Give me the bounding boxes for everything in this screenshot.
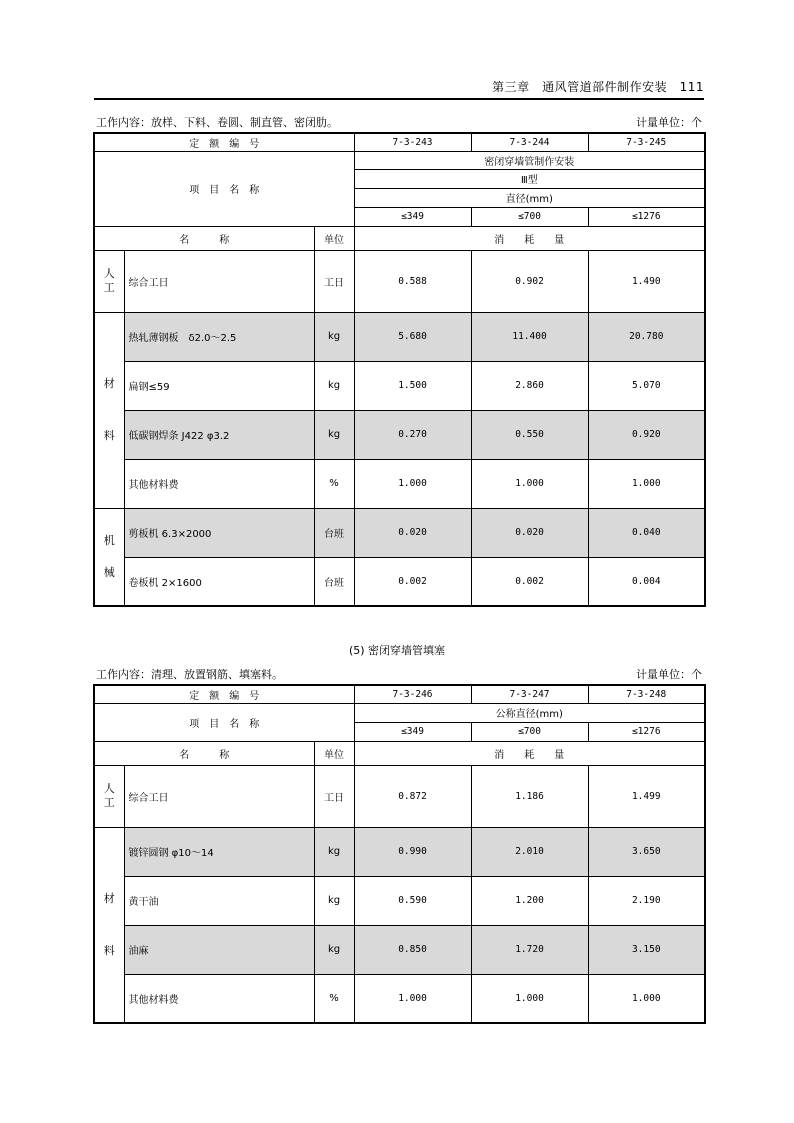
row-unit: 工日 bbox=[314, 765, 354, 827]
row-unit: 工日 bbox=[314, 250, 354, 312]
row-value: 1.500 bbox=[354, 361, 471, 410]
row-value: 0.872 bbox=[354, 765, 471, 827]
quota-table-1 bbox=[93, 132, 706, 607]
row-unit: % bbox=[314, 974, 354, 1023]
row-value: 11.400 bbox=[471, 312, 588, 361]
row-value: 5.070 bbox=[588, 361, 705, 410]
quota-code: 7-3-243 bbox=[354, 133, 471, 151]
category-label: 材 bbox=[103, 377, 115, 390]
chapter-title: 第三章 通风管道部件制作安装 111 bbox=[492, 80, 704, 94]
row-value: 3.650 bbox=[588, 827, 705, 876]
row-value: 0.004 bbox=[588, 557, 705, 606]
size-label: ≤700 bbox=[471, 722, 588, 741]
row-value: 0.920 bbox=[588, 410, 705, 459]
row-value: 0.040 bbox=[588, 508, 705, 557]
row-value: 1.000 bbox=[471, 974, 588, 1023]
row-value: 1.000 bbox=[588, 459, 705, 508]
row-value: 0.590 bbox=[354, 876, 471, 925]
diameter-header: 直径(mm) bbox=[354, 188, 705, 207]
quota-code-label: 定 额 编 号 bbox=[94, 685, 354, 703]
row-name: 其他材料费 bbox=[124, 459, 314, 508]
row-name: 卷板机 2×1600 bbox=[124, 557, 314, 606]
row-value: 1.720 bbox=[471, 925, 588, 974]
row-name: 剪板机 6.3×2000 bbox=[124, 508, 314, 557]
quota-table-2 bbox=[93, 684, 706, 1024]
row-unit: kg bbox=[314, 876, 354, 925]
category-label: 料 bbox=[103, 429, 115, 442]
row-unit: kg bbox=[314, 827, 354, 876]
row-value: 0.550 bbox=[471, 410, 588, 459]
unit-note-2: 计量单位：个 bbox=[636, 668, 702, 681]
row-value: 0.902 bbox=[471, 250, 588, 312]
size-label: ≤1276 bbox=[588, 722, 705, 741]
row-name: 热轧薄钢板 δ2.0～2.5 bbox=[124, 312, 314, 361]
quota-code: 7-3-247 bbox=[471, 685, 588, 703]
row-name: 综合工日 bbox=[124, 765, 314, 827]
row-value: 0.020 bbox=[354, 508, 471, 557]
row-name: 其他材料费 bbox=[124, 974, 314, 1023]
group-header: 公称直径(mm) bbox=[354, 703, 705, 722]
row-value: 1.490 bbox=[588, 250, 705, 312]
type-header: Ⅲ型 bbox=[354, 169, 705, 188]
row-name: 镀锌圆钢 φ10～14 bbox=[124, 827, 314, 876]
row-name: 低碳钢焊条 J422 φ3.2 bbox=[124, 410, 314, 459]
category-label: 机 bbox=[103, 533, 115, 547]
category-labor bbox=[94, 765, 124, 827]
unit-col-header: 单位 bbox=[314, 226, 354, 250]
category-material bbox=[94, 312, 124, 508]
consume-header: 消 耗 量 bbox=[354, 226, 705, 250]
row-value: 0.002 bbox=[471, 557, 588, 606]
quota-code: 7-3-245 bbox=[588, 133, 705, 151]
category-label: 材 bbox=[103, 891, 115, 905]
size-label: ≤700 bbox=[471, 207, 588, 226]
category-machine bbox=[94, 508, 124, 606]
quota-code: 7-3-244 bbox=[471, 133, 588, 151]
row-value: 2.190 bbox=[588, 876, 705, 925]
row-value: 0.270 bbox=[354, 410, 471, 459]
row-value: 1.000 bbox=[354, 974, 471, 1023]
item-name-label: 项 目 名 称 bbox=[94, 151, 354, 226]
row-value: 0.588 bbox=[354, 250, 471, 312]
page-header bbox=[94, 74, 704, 100]
quota-code-label: 定 额 编 号 bbox=[94, 133, 354, 151]
row-unit: 台班 bbox=[314, 508, 354, 557]
row-unit: kg bbox=[314, 410, 354, 459]
section-title: (5) 密闭穿墙管填塞 bbox=[348, 644, 446, 657]
row-value: 1.186 bbox=[471, 765, 588, 827]
row-value: 1.000 bbox=[354, 459, 471, 508]
row-name: 综合工日 bbox=[124, 250, 314, 312]
row-name: 黄干油 bbox=[124, 876, 314, 925]
unit-col-header: 单位 bbox=[314, 741, 354, 765]
row-value: 20.780 bbox=[588, 312, 705, 361]
category-label: 人工 bbox=[103, 782, 115, 809]
category-label: 料 bbox=[103, 943, 115, 957]
group-header: 密闭穿墙管制作安装 bbox=[354, 151, 705, 169]
category-material bbox=[94, 827, 124, 1023]
category-label: 人工 bbox=[103, 267, 115, 294]
row-unit: kg bbox=[314, 925, 354, 974]
row-value: 1.000 bbox=[471, 459, 588, 508]
name-col-header: 名 称 bbox=[94, 741, 314, 765]
row-value: 1.000 bbox=[588, 974, 705, 1023]
row-value: 0.020 bbox=[471, 508, 588, 557]
category-label: 械 bbox=[103, 565, 115, 579]
item-name-label: 项 目 名 称 bbox=[94, 703, 354, 741]
consume-header: 消 耗 量 bbox=[354, 741, 705, 765]
row-value: 1.200 bbox=[471, 876, 588, 925]
category-labor bbox=[94, 250, 124, 312]
work-content-1: 工作内容：放样、下料、卷圆、制直管、密闭肋。 bbox=[96, 116, 338, 129]
row-value: 1.499 bbox=[588, 765, 705, 827]
row-value: 0.990 bbox=[354, 827, 471, 876]
size-label: ≤1276 bbox=[588, 207, 705, 226]
row-value: 2.010 bbox=[471, 827, 588, 876]
size-label: ≤349 bbox=[354, 207, 471, 226]
row-value: 2.860 bbox=[471, 361, 588, 410]
work-content-2: 工作内容：清理、放置钢筋、填塞料。 bbox=[96, 668, 283, 681]
row-unit: % bbox=[314, 459, 354, 508]
quota-code: 7-3-246 bbox=[354, 685, 471, 703]
row-unit: kg bbox=[314, 361, 354, 410]
row-name: 扁钢≤59 bbox=[124, 361, 314, 410]
size-label: ≤349 bbox=[354, 722, 471, 741]
row-value: 3.150 bbox=[588, 925, 705, 974]
unit-note-1: 计量单位：个 bbox=[636, 116, 702, 129]
row-name: 油麻 bbox=[124, 925, 314, 974]
row-unit: 台班 bbox=[314, 557, 354, 606]
row-value: 5.680 bbox=[354, 312, 471, 361]
name-col-header: 名 称 bbox=[94, 226, 314, 250]
row-unit: kg bbox=[314, 312, 354, 361]
quota-code: 7-3-248 bbox=[588, 685, 705, 703]
row-value: 0.850 bbox=[354, 925, 471, 974]
row-value: 0.002 bbox=[354, 557, 471, 606]
